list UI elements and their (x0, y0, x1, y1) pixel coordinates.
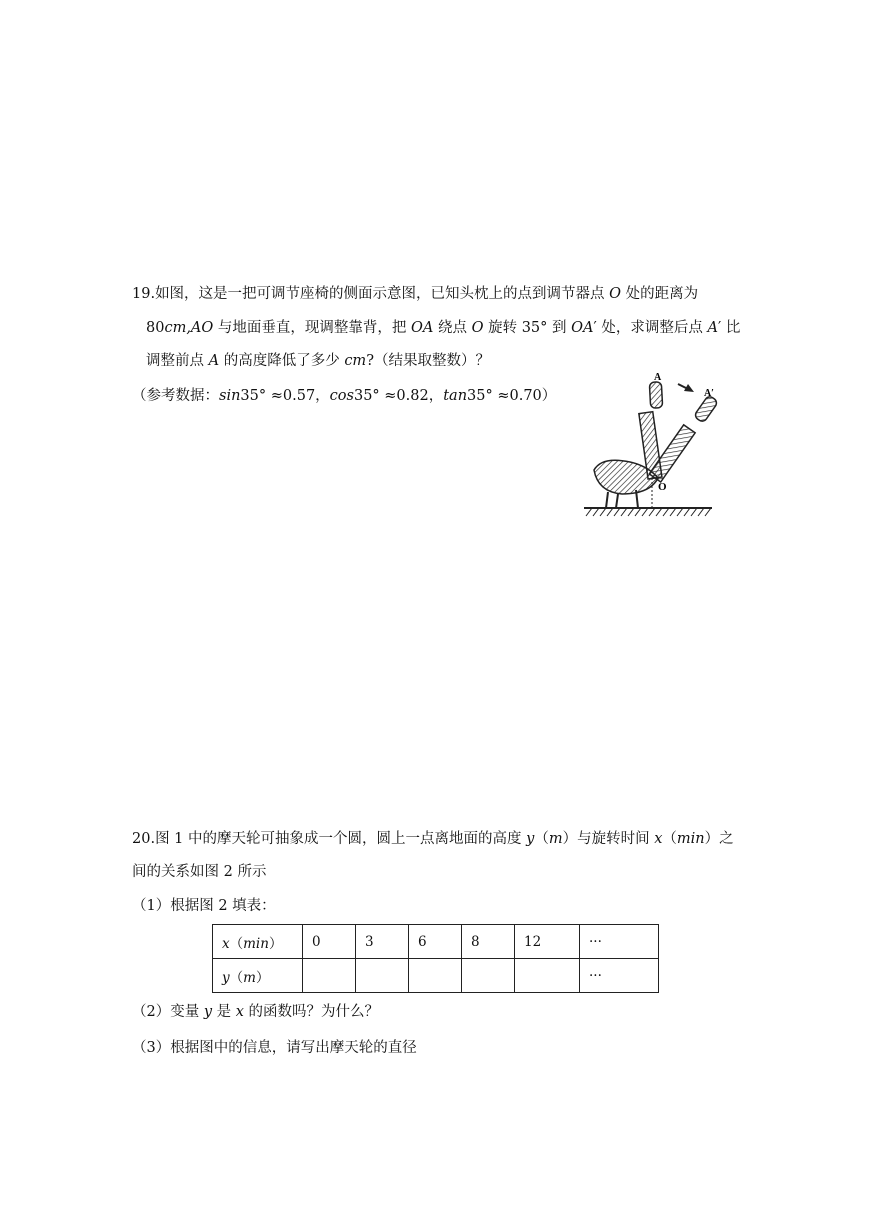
answer-cell[interactable] (356, 959, 409, 993)
answer-cell[interactable] (409, 959, 462, 993)
headrest-rotated (694, 395, 718, 423)
q20-part-1: （1）根据图 2 填表： (132, 898, 276, 914)
q20-line-1: 20.图 1 中的摩天轮可抽象成一个圆，圆上一点离地面的高度 y（m）与旋转时间 x（min）之 (132, 831, 734, 847)
label-A-prime: A′ (703, 388, 714, 399)
table-row (213, 925, 659, 959)
q20-number: 20. (132, 831, 156, 847)
seat-diagram (578, 370, 718, 520)
q19-line-1: 19.如图，这是一把可调节座椅的侧面示意图，已知头枕上的点到调节器点 O 处的距离为 (132, 286, 699, 302)
q19-line-3: 调整前点 A 的高度降低了多少 cm?（结果取整数）？ (146, 353, 490, 369)
headrest-original (649, 382, 662, 409)
q20-part-3: （3）根据图中的信息，请写出摩天轮的直径 (132, 1040, 417, 1056)
table-cell: 6 (409, 925, 462, 959)
table-cell: 0 (303, 925, 356, 959)
row-header-x: x（min） (213, 925, 303, 959)
q19-line-2: 80cm,AO 与地面垂直，现调整靠背，把 OA 绕点 O 旋转 35° 到 OA′ 处，求调整后点 A′ 比 (146, 320, 741, 336)
table-cell: ··· (580, 959, 659, 993)
q20-line-2: 间的关系如图 2 所示 (132, 864, 267, 880)
answer-cell[interactable] (515, 959, 580, 993)
table-cell: ··· (580, 925, 659, 959)
q20-part-2: （2）变量 y 是 x 的函数吗？为什么？ (132, 1004, 380, 1020)
label-A: A (654, 372, 662, 383)
table-cell: 12 (515, 925, 580, 959)
ground-hatching (586, 508, 711, 516)
answer-cell[interactable] (303, 959, 356, 993)
q19-number: 19. (132, 286, 156, 302)
fill-in-table (212, 924, 659, 993)
rotation-arrow-icon (678, 384, 694, 392)
label-O: O (658, 481, 667, 493)
table-cell: 8 (462, 925, 515, 959)
q19-reference-data: （参考数据：sin35° ≈0.57，cos35° ≈0.82，tan35° ≈0.70） (132, 388, 557, 404)
table-row (213, 959, 659, 993)
table-cell: 3 (356, 925, 409, 959)
answer-cell[interactable] (462, 959, 515, 993)
row-header-y: y（m） (213, 959, 303, 993)
